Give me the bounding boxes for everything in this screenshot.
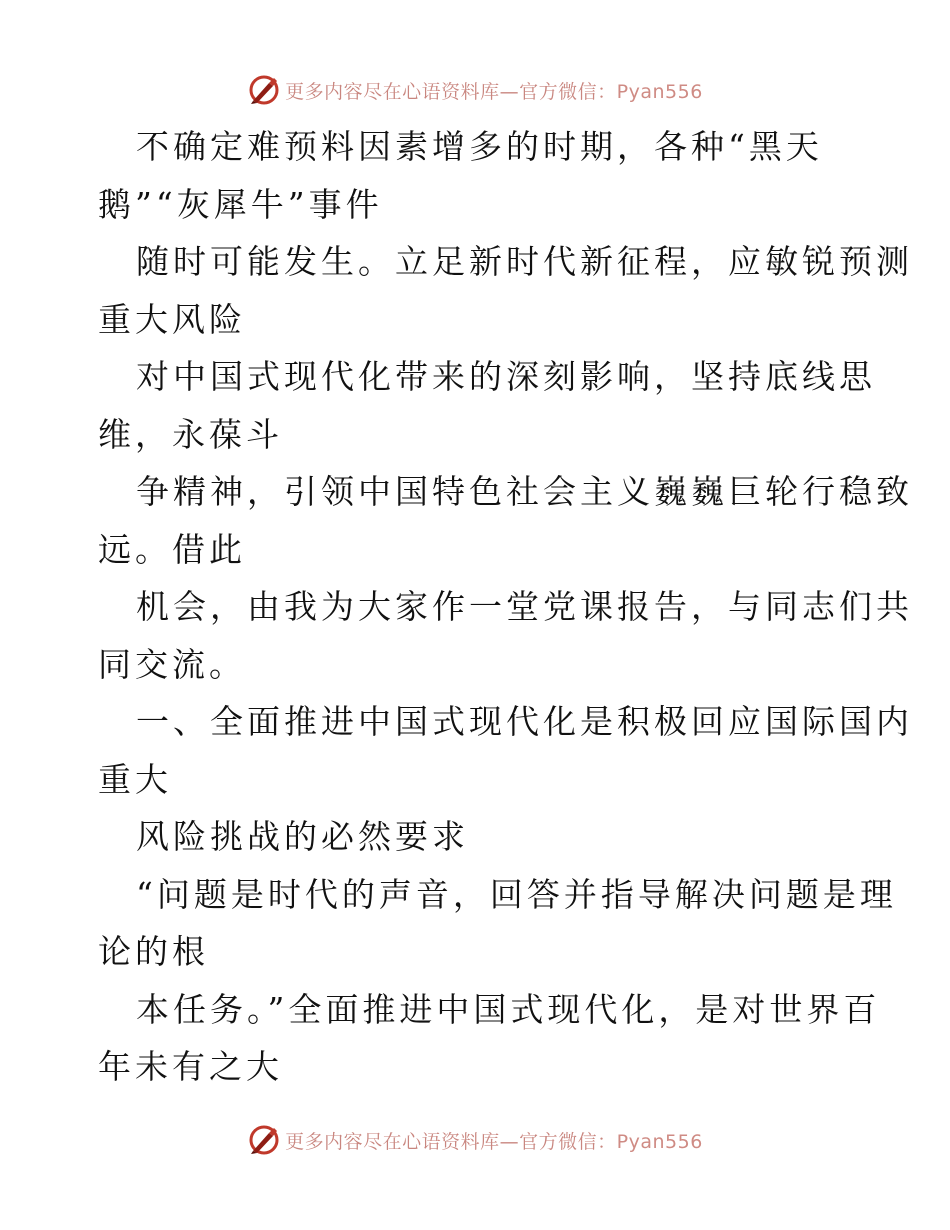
text-line: 机会，由我为大家作一堂党课报告，与同志们共 xyxy=(136,587,913,626)
text-line: 对中国式现代化带来的深刻影响，坚持底线思 xyxy=(136,357,876,396)
text-line: 维，永葆斗 xyxy=(98,414,283,454)
document-body xyxy=(98,118,913,1096)
text-line: 本任务。”全面推进中国式现代化，是对世界百 xyxy=(136,989,881,1029)
section-heading-line: 风险挑战的必然要求 xyxy=(136,817,469,856)
text-line: 鹅”“灰犀牛”事件 xyxy=(98,184,383,224)
section-heading-line: 一、全面推进中国式现代化是积极回应国际国内 xyxy=(136,702,913,741)
text-line: 年未有之大 xyxy=(98,1047,283,1086)
text-line: “问题是时代的声音，回答并指导解决问题是理 xyxy=(136,874,897,914)
pen-logo-icon xyxy=(247,1123,281,1157)
wechat-handle: Pyan556 xyxy=(616,1130,703,1153)
text-line: 同交流。 xyxy=(98,644,246,684)
header-banner xyxy=(0,70,950,110)
text-line: 不确定难预料因素增多的时期，各种“黑天 xyxy=(136,127,823,166)
banner-text: 更多内容尽在心语资料库—官方微信：Pyan556 xyxy=(285,80,703,103)
text-line: 随时可能发生。立足新时代新征程，应敏锐预测 xyxy=(136,242,913,281)
text-line: 论的根 xyxy=(98,932,209,971)
footer-banner xyxy=(0,1120,950,1160)
text-line: 远。借此 xyxy=(98,529,246,569)
wechat-handle: Pyan556 xyxy=(616,80,703,103)
pen-logo-icon xyxy=(247,73,281,107)
text-line: 重大风险 xyxy=(98,299,246,339)
banner-text: 更多内容尽在心语资料库—官方微信：Pyan556 xyxy=(285,1130,703,1153)
section-heading-line: 重大 xyxy=(98,759,172,799)
text-line: 争精神，引领中国特色社会主义巍巍巨轮行稳致 xyxy=(136,472,913,511)
